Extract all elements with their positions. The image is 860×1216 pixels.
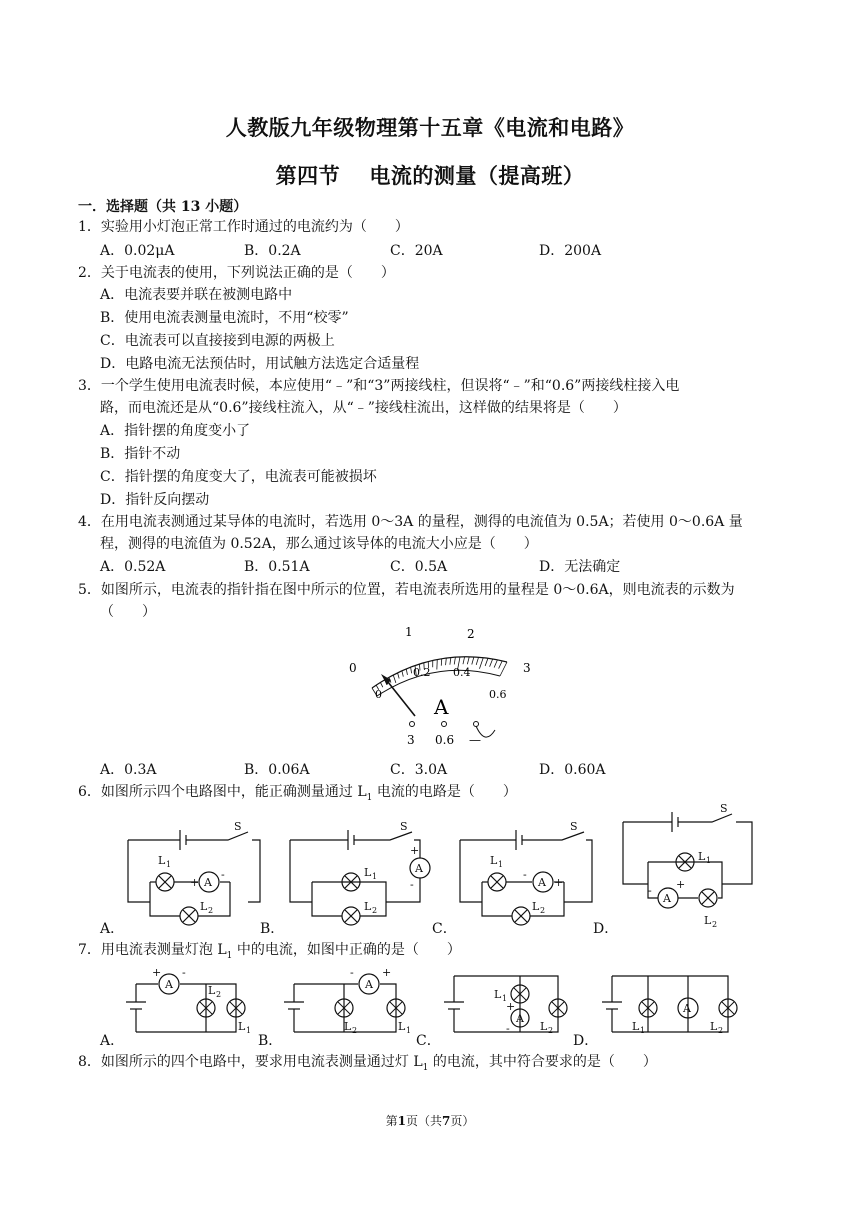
svg-text:A: A	[516, 1012, 524, 1025]
question-3-line-1: 3．一个学生使用电流表时候，本应使用“﹣”和“3”两接线柱，但误将“﹣”和“0.6”两接线柱接入电	[78, 378, 680, 394]
svg-text:-: -	[410, 878, 414, 891]
svg-text:A: A	[415, 862, 423, 875]
q6-label-a[interactable]: A．	[100, 921, 125, 937]
svg-text:L: L	[208, 984, 216, 997]
svg-text:L: L	[698, 850, 706, 863]
q4-option-b[interactable]: B．0.51A	[244, 559, 310, 575]
page-title: 人教版九年级物理第十五章《电流和电路》	[225, 115, 635, 140]
svg-text:1: 1	[498, 860, 504, 869]
question-8: 8．如图所示的四个电路中，要求用电流表测量通过灯 $L_1$ 的电流，其中符合要求的是（ ）	[78, 1054, 657, 1073]
terminal-minus: —	[469, 733, 481, 747]
svg-text:L: L	[632, 1020, 640, 1033]
q2-option-c[interactable]: C．电流表可以直接接到电源的两极上	[100, 333, 335, 349]
svg-text:2: 2	[548, 1026, 554, 1035]
svg-text:L: L	[344, 1020, 352, 1033]
terminal-3: 3	[407, 733, 415, 747]
svg-text:-: -	[648, 884, 652, 897]
svg-text:2: 2	[352, 1026, 358, 1035]
q7-label-c[interactable]: C．	[416, 1033, 441, 1049]
dial-tick	[398, 673, 400, 679]
section-heading: 一．选择题（共 13 小题）	[78, 199, 248, 215]
svg-text:A: A	[683, 1002, 691, 1015]
svg-text:1: 1	[640, 1026, 646, 1035]
q6-circuit-diagrams	[80, 802, 770, 934]
lower-tick-0-6: 0.6	[489, 688, 507, 701]
svg-text:2: 2	[718, 1026, 724, 1035]
svg-text:1: 1	[406, 1026, 412, 1035]
svg-text:+: +	[152, 966, 162, 979]
svg-text:S: S	[234, 820, 242, 833]
page-footer: 第1页（共7页）	[385, 1114, 475, 1128]
q2-option-d[interactable]: D．电路电流无法预估时，用试触方法选定合适量程	[100, 356, 420, 372]
q6-label-b[interactable]: B．	[260, 921, 285, 937]
svg-text:2: 2	[216, 990, 222, 999]
upper-tick-2: 2	[467, 627, 475, 641]
q5-option-a[interactable]: A．0.3A	[100, 762, 157, 778]
svg-text:L: L	[398, 1020, 406, 1033]
q3-option-d[interactable]: D．指针反向摆动	[100, 492, 210, 508]
svg-text:+: +	[190, 876, 200, 889]
svg-text:A: A	[165, 978, 173, 991]
q6-label-c[interactable]: C．	[432, 921, 457, 937]
question-3-line-2: 路，而电流还是从“0.6”接线柱流入，从“﹣”接线柱流出，这样做的结果将是（ ）	[100, 400, 627, 416]
dial-tick	[494, 660, 497, 668]
svg-text:-: -	[523, 868, 527, 881]
svg-text:1: 1	[166, 860, 172, 869]
question-7: 7．用电流表测量灯泡 $L_1$ 中的电流，如图中正确的是（ ）	[78, 942, 461, 961]
terminal-0-6: 0.6	[435, 733, 455, 747]
q3-option-b[interactable]: B．指针不动	[100, 446, 181, 462]
svg-text:1: 1	[372, 872, 378, 881]
svg-text:+: +	[554, 876, 564, 889]
ammeter-dial-figure	[335, 622, 545, 752]
q4-option-c[interactable]: C．0.5A	[390, 559, 448, 575]
question-5-line-1: 5．如图所示，电流表的指针指在图中所示的位置，若电流表所选用的量程是 0～0.6A，则电流表的示数为	[78, 582, 735, 598]
svg-text:L: L	[540, 1020, 548, 1033]
svg-text:2: 2	[372, 906, 378, 915]
svg-text:A: A	[204, 876, 212, 889]
svg-text:-: -	[350, 966, 354, 979]
svg-text:A: A	[365, 978, 373, 991]
q1-option-b[interactable]: B．0.2A	[244, 243, 301, 259]
q1-option-d[interactable]: D．200A	[539, 243, 602, 259]
lower-tick-0-2: 0.2	[413, 666, 431, 679]
svg-text:L: L	[490, 854, 498, 867]
q1-option-a[interactable]: A．0.02μA	[100, 243, 175, 259]
q5-option-c[interactable]: C．3.0A	[390, 762, 448, 778]
svg-text:S: S	[570, 820, 578, 833]
svg-text:-: -	[182, 966, 186, 979]
dial-tick	[499, 661, 503, 669]
dial-tick	[380, 682, 382, 687]
dial-tick	[402, 671, 403, 677]
upper-tick-0: 0	[349, 661, 357, 675]
svg-text:L: L	[364, 866, 372, 879]
svg-text:L: L	[158, 854, 166, 867]
svg-text:+: +	[410, 844, 420, 857]
svg-text:1: 1	[706, 856, 712, 865]
dial-tick	[411, 667, 412, 673]
dial-tick	[476, 657, 478, 665]
svg-text:+: +	[382, 966, 392, 979]
svg-text:L: L	[710, 1020, 718, 1033]
svg-text:A: A	[663, 892, 671, 905]
q4-option-a[interactable]: A．0.52A	[100, 559, 166, 575]
lower-tick-0: 0	[375, 688, 382, 701]
dial-tick	[393, 675, 396, 683]
q2-option-b[interactable]: B．使用电流表测量电流时，不用“校零”	[100, 310, 349, 326]
svg-text:S: S	[400, 820, 408, 833]
svg-text:+: +	[506, 1000, 516, 1013]
dial-tick	[454, 657, 455, 664]
svg-text:L: L	[364, 900, 372, 913]
svg-text:L: L	[238, 1020, 246, 1033]
q1-option-c[interactable]: C．20A	[390, 243, 443, 259]
q2-option-a[interactable]: A．电流表要并联在被测电路中	[100, 287, 293, 303]
upper-tick-1: 1	[405, 625, 413, 639]
q6-label-d[interactable]: D．	[593, 921, 619, 937]
page-subtitle: 第四节 电流的测量（提高班）	[275, 163, 585, 188]
dial-tick	[485, 658, 488, 666]
svg-text:L: L	[494, 988, 502, 1001]
question-4-line-2: 程，测得的电流值为 0.52A，那么通过该导体的电流大小应是（ ）	[100, 536, 538, 552]
q7-label-d[interactable]: D．	[573, 1033, 599, 1049]
question-4-line-1: 4．在用电流表测通过某导体的电流时，若选用 0～3A 的量程，测得的电流值为 0.5A；若使用 0～0.6A 量	[78, 514, 743, 530]
dial-tick	[490, 659, 493, 667]
dial-tick	[406, 669, 407, 675]
dial-tick	[479, 658, 483, 669]
svg-text:1: 1	[502, 994, 508, 1003]
q5-option-b[interactable]: B．0.06A	[244, 762, 310, 778]
dial-tick	[467, 657, 469, 664]
q5-option-d[interactable]: D．0.60A	[539, 762, 606, 778]
meter-symbol: A	[434, 695, 449, 719]
svg-text:S: S	[720, 802, 728, 815]
svg-text:1: 1	[246, 1026, 252, 1035]
svg-text:2: 2	[208, 906, 214, 915]
svg-text:L: L	[532, 900, 540, 913]
upper-tick-3: 3	[523, 661, 531, 675]
q7-label-a[interactable]: A．	[100, 1033, 125, 1049]
question-6: 6．如图所示四个电路图中，能正确测量通过 $L_1$ 电流的电路是（ ）	[78, 784, 517, 803]
q3-option-c[interactable]: C．指针摆的角度变大了，电流表可能被损坏	[100, 469, 377, 485]
svg-text:2: 2	[712, 920, 718, 929]
svg-text:A: A	[538, 876, 546, 889]
dial-tick	[463, 657, 465, 664]
q3-option-a[interactable]: A．指针摆的角度变小了	[100, 423, 251, 439]
svg-text:2: 2	[540, 906, 546, 915]
question-5-line-2: （ ）	[100, 604, 156, 620]
question-1: 1．实验用小灯泡正常工作时通过的电流约为（ ）	[78, 219, 409, 235]
dial-tick	[472, 657, 474, 665]
question-2: 2．关于电流表的使用，下列说法正确的是（ ）	[78, 265, 395, 281]
q7-label-b[interactable]: B．	[258, 1033, 283, 1049]
svg-text:L: L	[704, 914, 712, 927]
svg-text:-: -	[506, 1022, 510, 1035]
lower-tick-0-4: 0.4	[453, 666, 471, 679]
svg-text:L: L	[200, 900, 208, 913]
svg-text:+: +	[676, 878, 686, 891]
dial-tick	[450, 658, 451, 665]
q4-option-d[interactable]: D．无法确定	[539, 559, 621, 575]
dial-tick	[446, 658, 447, 665]
svg-text:-: -	[221, 868, 225, 881]
